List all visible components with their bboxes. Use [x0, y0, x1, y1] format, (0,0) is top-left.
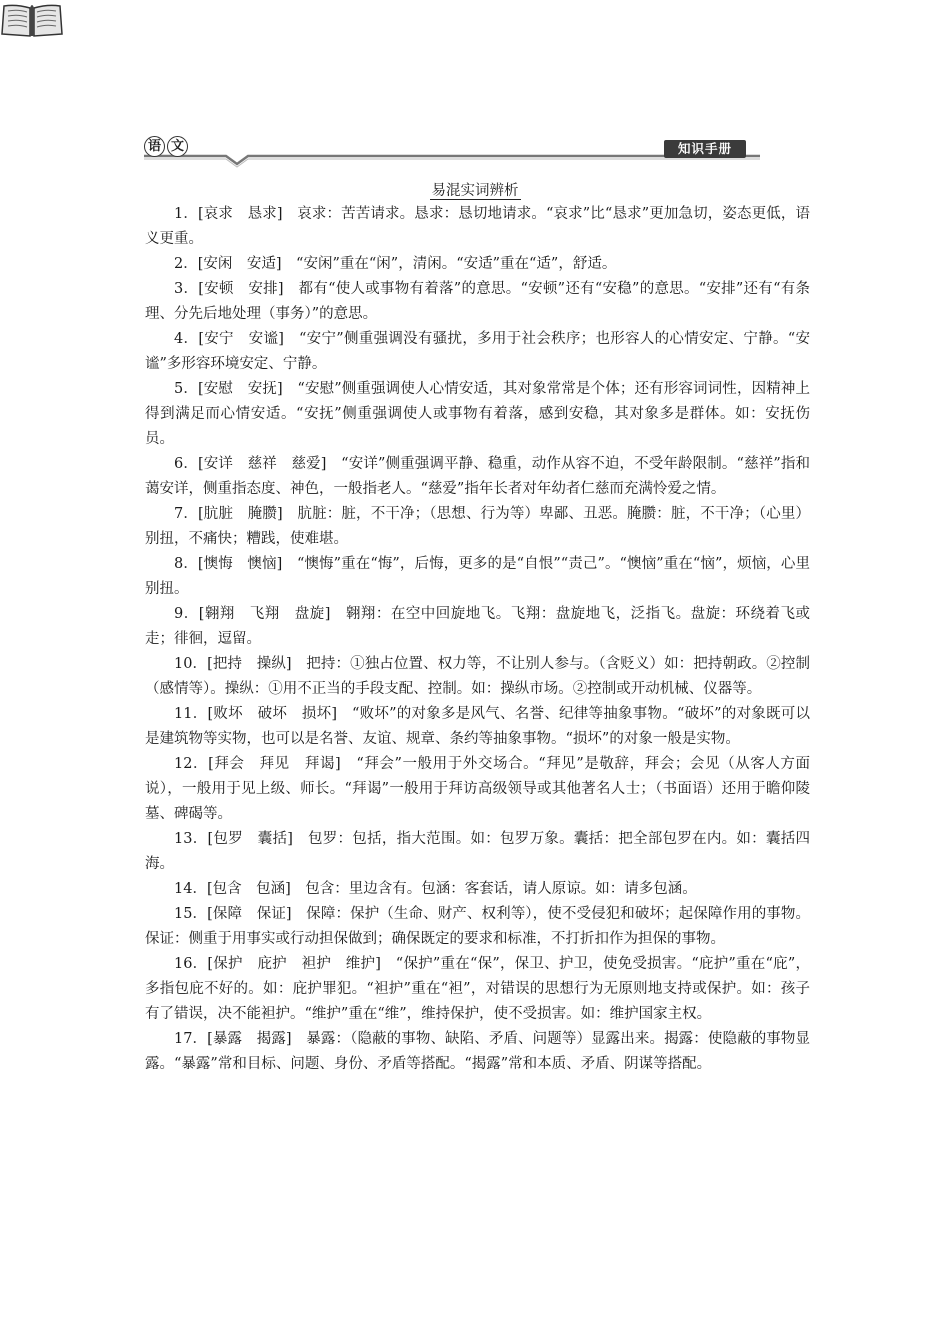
entry-item: 3．[安顿 安排] 都有“使人或事物有着落”的意思。“安顿”还有“安稳”的意思。“安排”还有“有条理、分先后地处理（事务）”的意思。 — [145, 281, 810, 322]
subject-char: 语 — [144, 136, 165, 157]
header-rule — [0, 0, 950, 175]
subject-label — [144, 136, 188, 157]
entry-item: 14．[包含 包涵] 包含：里边含有。包涵：客套话，请人原谅。如：请多包涵。 — [174, 881, 697, 897]
section-title-text: 易混实词辨析 — [431, 183, 519, 199]
entry-item: 4．[安宁 安谧] “安宁”侧重强调没有骚扰，多用于社会秩序；也形容人的心情安定、宁静。“安谧”多形容环境安定、宁静。 — [145, 331, 810, 372]
subject-char: 文 — [167, 136, 188, 157]
entry-item: 15．[保障 保证] 保障：保护（生命、财产、权利等），使不受侵犯和破坏；起保障作用的事物。保证：侧重于用事实或行动担保做到；确保既定的要求和标准，不打折扣作为担保的事物。 — [145, 906, 810, 947]
entry-item: 7．[肮脏 腌臜] 肮脏：脏，不干净；（思想、行为等）卑鄙、丑恶。腌臜：脏，不干净；（心里）别扭，不痛快；糟践，使难堪。 — [145, 506, 810, 547]
section-title — [0, 180, 950, 202]
handbook-badge: 知识手册 — [664, 140, 746, 158]
entry-item: 2．[安闲 安适] “安闲”重在“闲”，清闲。“安适”重在“适”，舒适。 — [174, 256, 617, 272]
entry-item: 1．[哀求 恳求] 哀求：苦苦请求。恳求：恳切地请求。“哀求”比“恳求”更加急切，姿态更低，语义更重。 — [145, 206, 810, 247]
entry-item: 5．[安慰 安抚] “安慰”侧重强调使人心情安适，其对象常常是个体；还有形容词词性，因精神上得到满足而心情安适。“安抚”侧重强调使人或事物有着落，感到安稳，其对象多是群体。如：安抚伤员。 — [145, 381, 810, 447]
page-header — [0, 0, 950, 175]
entry-item: 12．[拜会 拜见 拜谒] “拜会”一般用于外交场合。“拜见”是敬辞，拜会；会见（从客人方面说），一般用于见上级、师长。“拜谒”一般用于拜访高级领导或其他著名人士；（书面语）还用于瞻仰陵墓、碑碣等。 — [145, 756, 810, 822]
entry-item: 9．[翱翔 飞翔 盘旋] 翱翔：在空中回旋地飞。飞翔：盘旋地飞，泛指飞。盘旋：环绕着飞或走；徘徊，逗留。 — [145, 606, 810, 647]
entry-item: 13．[包罗 囊括] 包罗：包括，指大范围。如：包罗万象。囊括：把全部包罗在内。如：囊括四海。 — [145, 831, 810, 872]
open-book-icon — [0, 0, 64, 38]
entry-item: 8．[懊悔 懊恼] “懊悔”重在“悔”，后悔，更多的是“自恨”“责己”。“懊恼”重在“恼”，烦恼，心里别扭。 — [145, 556, 810, 597]
entry-item: 11．[败坏 破坏 损坏] “败坏”的对象多是风气、名誉、纪律等抽象事物。“破坏”的对象既可以是建筑物等实物，也可以是名誉、友谊、规章、条约等抽象事物。“损坏”的对象一般是实物。 — [145, 706, 810, 747]
entry-item: 17．[暴露 揭露] 暴露：（隐蔽的事物、缺陷、矛盾、问题等）显露出来。揭露：使隐蔽的事物显露。“暴露”常和目标、问题、身份、矛盾等搭配。“揭露”常和本质、矛盾、阴谋等搭配。 — [145, 1031, 810, 1072]
entry-list — [145, 202, 810, 1077]
entry-item: 10．[把持 操纵] 把持：①独占位置、权力等，不让别人参与。（含贬义）如：把持朝政。②控制（感情等）。操纵：①用不正当的手段支配、控制。如：操纵市场。②控制或开动机械、仪器等。 — [145, 656, 810, 697]
entry-item: 16．[保护 庇护 袒护 维护] “保护”重在“保”，保卫、护卫，使免受损害。“庇护”重在“庇”，多指包庇不好的。如：庇护罪犯。“袒护”重在“袒”，对错误的思想行为无原则地支持或保护。如：孩子有了错误，决不能袒护。“维护”重在“维”，维持保护，使不受损害。如：维护国家主权。 — [145, 956, 810, 1022]
entry-item: 6．[安详 慈祥 慈爱] “安详”侧重强调平静、稳重，动作从容不迫，不受年龄限制。“慈祥”指和蔼安详，侧重指态度、神色，一般指老人。“慈爱”指年长者对年幼者仁慈而充满怜爱之情。 — [145, 456, 810, 497]
